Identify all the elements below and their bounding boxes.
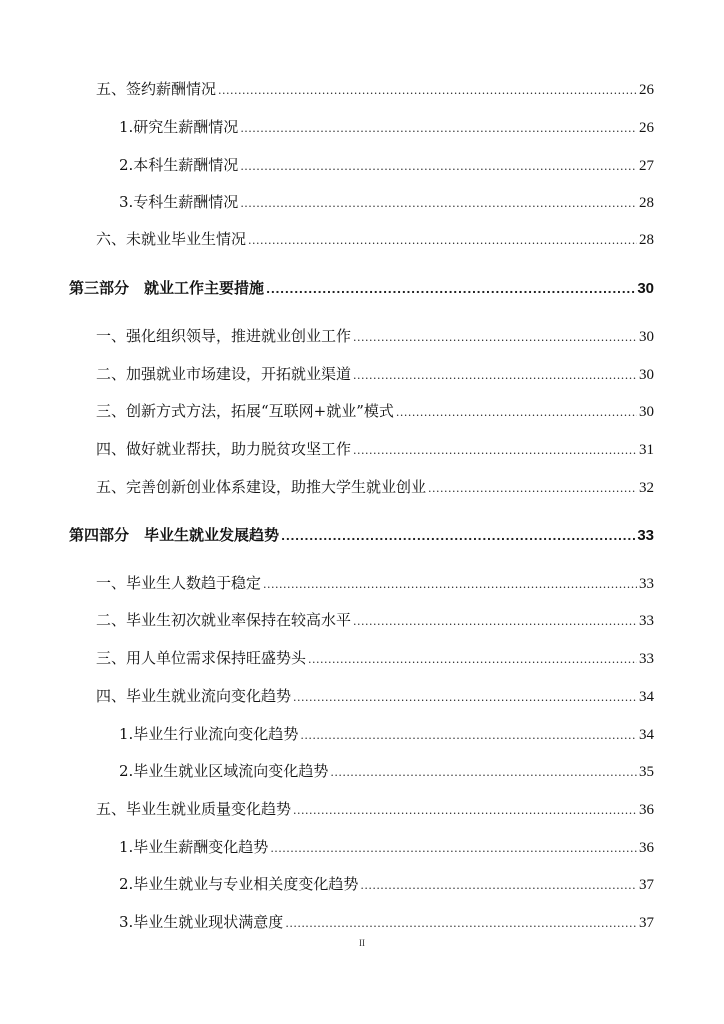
toc-entry-page: 35 — [639, 764, 654, 780]
toc-entry-page: 28 — [639, 195, 654, 211]
toc-entry[interactable] — [96, 229, 654, 251]
toc-entry-title: 3.毕业生就业现状满意度 — [119, 913, 284, 931]
toc-dot-leader — [266, 280, 635, 300]
toc-entry-page: 33 — [639, 613, 654, 629]
toc-entry-title: 三、创新方式方法，拓展“互联网+就业”模式 — [96, 402, 394, 420]
toc-entry-title: 3.专科生薪酬情况 — [119, 193, 239, 211]
toc-dot-leader — [330, 763, 637, 783]
toc-entry-page: 36 — [639, 802, 654, 818]
toc-dot-leader — [240, 119, 637, 139]
toc-entry-title: 一、强化组织领导，推进就业创业工作 — [96, 327, 352, 345]
toc-dot-leader — [353, 612, 637, 632]
toc-entry-page: 33 — [639, 576, 654, 592]
toc-entry-title: 四、毕业生就业流向变化趋势 — [96, 687, 292, 705]
toc-entry[interactable] — [96, 439, 654, 461]
toc-entry-page: 26 — [639, 120, 654, 136]
toc-entry-title: 二、毕业生初次就业率保持在较高水平 — [96, 611, 352, 629]
toc-entry-page: 34 — [639, 727, 654, 743]
toc-entry-title: 二、加强就业市场建设，开拓就业渠道 — [96, 365, 352, 383]
toc-entry[interactable] — [119, 761, 654, 783]
toc-entry[interactable] — [96, 686, 654, 708]
toc-entry[interactable] — [96, 401, 654, 423]
toc-entry-title: 五、毕业生就业质量变化趋势 — [96, 800, 292, 818]
toc-entry-title: 第四部分 毕业生就业发展趋势 — [69, 526, 280, 544]
toc-entry[interactable] — [119, 155, 654, 177]
toc-entry[interactable] — [119, 837, 654, 859]
toc-dot-leader — [293, 801, 637, 821]
toc-dot-leader — [240, 194, 637, 214]
toc-dot-leader — [218, 81, 637, 101]
toc-entry-page: 32 — [639, 480, 654, 496]
toc-entry-page: 30 — [639, 404, 654, 420]
toc-entry-title: 五、完善创新创业体系建设，助推大学生就业创业 — [96, 478, 427, 496]
toc-dot-leader — [270, 839, 637, 859]
toc-entry-title: 六、未就业毕业生情况 — [96, 230, 247, 248]
toc-part-heading[interactable] — [69, 525, 654, 547]
toc-entry[interactable] — [96, 326, 654, 348]
toc-dot-leader — [285, 914, 637, 934]
toc-entry-page: 30 — [637, 280, 654, 297]
toc-dot-leader — [396, 403, 637, 423]
toc-entry-title: 三、用人单位需求保持旺盛势头 — [96, 649, 307, 667]
toc-dot-leader — [428, 479, 637, 499]
toc-entry-page: 33 — [639, 651, 654, 667]
toc-dot-leader — [263, 575, 637, 595]
toc-entry-page: 37 — [639, 915, 654, 931]
toc-dot-leader — [248, 231, 637, 251]
toc-entry-title: 2.毕业生就业与专业相关度变化趋势 — [119, 875, 359, 893]
toc-entry-page: 31 — [639, 442, 654, 458]
toc-entry-page: 37 — [639, 877, 654, 893]
page-footer-number: II — [359, 938, 365, 948]
toc-entry-page: 34 — [639, 689, 654, 705]
toc-entry-title: 1.毕业生薪酬变化趋势 — [119, 838, 269, 856]
toc-entry[interactable] — [96, 573, 654, 595]
toc-entry-page: 30 — [639, 367, 654, 383]
toc-entry-page: 26 — [639, 82, 654, 98]
toc-entry[interactable] — [119, 117, 654, 139]
toc-entry-page: 27 — [639, 158, 654, 174]
toc-entry[interactable] — [96, 610, 654, 632]
toc-dot-leader — [360, 876, 637, 896]
toc-dot-leader — [300, 726, 637, 746]
toc-entry[interactable] — [96, 799, 654, 821]
toc-entry-page: 33 — [637, 527, 654, 544]
toc-entry[interactable] — [119, 912, 654, 934]
toc-entry-title: 一、毕业生人数趋于稳定 — [96, 574, 262, 592]
toc-entry-page: 30 — [639, 329, 654, 345]
toc-entry-title: 1.毕业生行业流向变化趋势 — [119, 725, 299, 743]
toc-entry[interactable] — [96, 477, 654, 499]
toc-dot-leader — [293, 688, 637, 708]
toc-entry-title: 2.毕业生就业区域流向变化趋势 — [119, 762, 329, 780]
toc-entry-title: 五、签约薪酬情况 — [96, 80, 217, 98]
toc-entry[interactable] — [96, 364, 654, 386]
toc-dot-leader — [240, 157, 637, 177]
toc-entry-page: 28 — [639, 232, 654, 248]
toc-entry[interactable] — [119, 192, 654, 214]
toc-dot-leader — [353, 328, 637, 348]
toc-entry-title: 2.本科生薪酬情况 — [119, 156, 239, 174]
toc-entry-title: 四、做好就业帮扶，助力脱贫攻坚工作 — [96, 440, 352, 458]
toc-entry-title: 1.研究生薪酬情况 — [119, 118, 239, 136]
toc-entry-page: 36 — [639, 840, 654, 856]
toc-dot-leader — [308, 650, 637, 670]
toc-entry[interactable] — [96, 648, 654, 670]
toc-part-heading[interactable] — [69, 278, 654, 300]
toc-entry[interactable] — [119, 874, 654, 896]
toc-dot-leader — [281, 527, 635, 547]
toc-dot-leader — [353, 441, 637, 461]
toc-dot-leader — [353, 366, 637, 386]
toc-entry[interactable] — [119, 724, 654, 746]
toc-entry[interactable] — [96, 79, 654, 101]
toc-entry-title: 第三部分 就业工作主要措施 — [69, 279, 265, 297]
